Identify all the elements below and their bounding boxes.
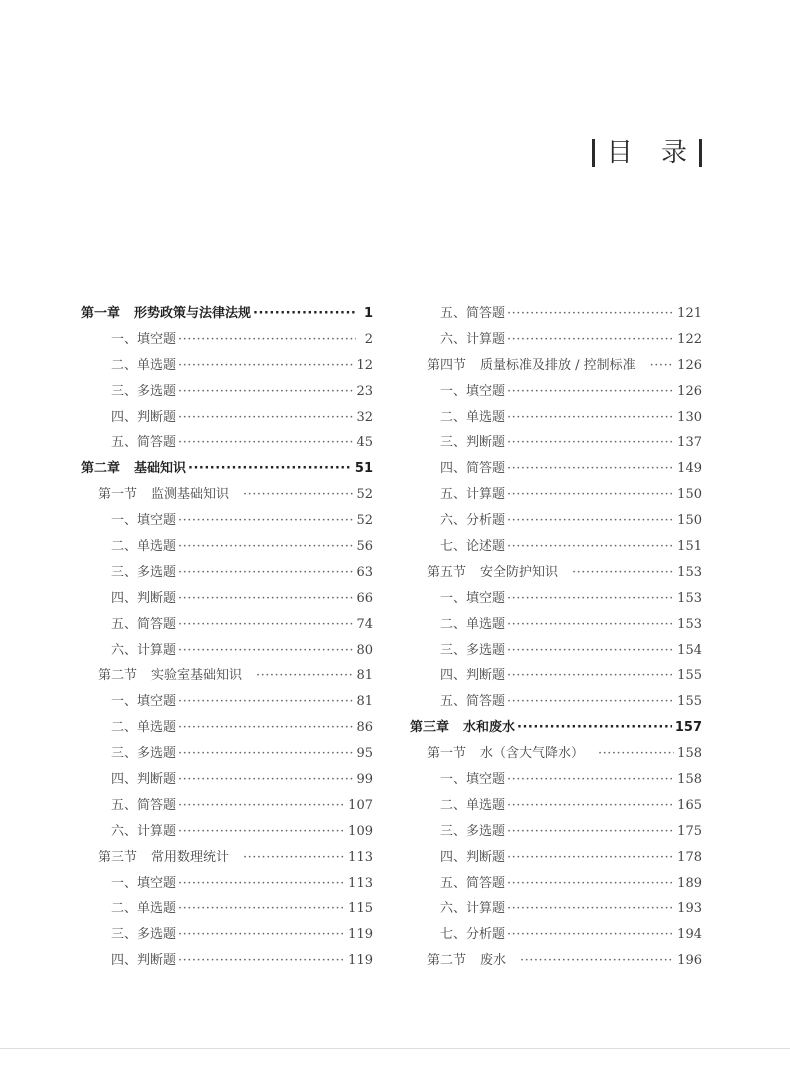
toc-entry-title: 二、单选题 bbox=[111, 901, 177, 917]
toc-page-number: 126 bbox=[677, 383, 702, 399]
toc-entry-title: 常用数理统计 bbox=[151, 849, 230, 865]
toc-entry-title: 三、判断题 bbox=[440, 435, 506, 451]
toc-leader-dots bbox=[507, 435, 674, 450]
toc-entry-label bbox=[111, 768, 176, 787]
toc-entry-title: 七、论述题 bbox=[440, 539, 506, 555]
toc-entry-label bbox=[440, 897, 505, 916]
toc-chapter-entry[interactable] bbox=[81, 457, 373, 483]
toc-page-number: 153 bbox=[677, 590, 702, 606]
toc-item-entry[interactable] bbox=[81, 380, 373, 406]
toc-entry-label bbox=[111, 509, 176, 528]
toc-page-number: 113 bbox=[348, 875, 373, 891]
toc-item-entry[interactable] bbox=[410, 483, 702, 509]
toc-entry-label bbox=[427, 354, 636, 373]
toc-leader-dots bbox=[178, 358, 353, 373]
toc-entry-title: 三、多选题 bbox=[111, 564, 177, 580]
toc-entry-title: 三、多选题 bbox=[111, 746, 177, 762]
toc-entry-title: 一、填空题 bbox=[111, 694, 177, 710]
toc-page-number: 66 bbox=[356, 590, 373, 606]
toc-leader-dots bbox=[507, 306, 674, 321]
toc-page-number: 189 bbox=[677, 875, 702, 891]
toc-page-number: 113 bbox=[348, 849, 373, 865]
toc-leader-dots bbox=[507, 487, 674, 502]
title-bar-right bbox=[699, 139, 702, 167]
toc-item-entry[interactable] bbox=[410, 457, 702, 483]
toc-page-number: 155 bbox=[677, 694, 702, 710]
toc-entry-title: 二、单选题 bbox=[111, 720, 177, 736]
toc-leader-dots bbox=[178, 565, 353, 580]
toc-page-number: 153 bbox=[677, 564, 702, 580]
toc-item-entry[interactable] bbox=[410, 897, 702, 923]
toc-leader-dots bbox=[507, 643, 674, 658]
toc-leader-dots bbox=[178, 643, 353, 658]
toc-page-number: 63 bbox=[356, 564, 373, 580]
toc-page-number: 175 bbox=[677, 823, 702, 839]
toc-leader-dots bbox=[243, 850, 345, 865]
toc-leader-dots bbox=[507, 461, 674, 476]
toc-entry-title: 四、判断题 bbox=[111, 590, 177, 606]
toc-item-entry[interactable] bbox=[410, 613, 702, 639]
toc-item-entry[interactable] bbox=[81, 613, 373, 639]
toc-page-number: 149 bbox=[677, 461, 702, 477]
toc-page-number: 154 bbox=[677, 642, 702, 658]
toc-section-entry[interactable] bbox=[410, 949, 702, 975]
toc-leader-dots bbox=[507, 617, 674, 632]
toc-item-entry[interactable] bbox=[410, 509, 702, 535]
toc-leader-dots bbox=[507, 798, 674, 813]
toc-entry-title: 七、分析题 bbox=[440, 927, 506, 943]
toc-leader-dots bbox=[178, 901, 345, 916]
toc-entry-label bbox=[111, 690, 176, 709]
toc-entry-label bbox=[111, 587, 176, 606]
toc-page-number: 137 bbox=[677, 435, 702, 451]
toc-entry-label bbox=[440, 846, 505, 865]
toc-entry-title: 水（含大气降水） bbox=[480, 746, 585, 762]
toc-entry-label bbox=[98, 846, 229, 865]
toc-entry-label bbox=[98, 483, 229, 502]
toc-page-number: 126 bbox=[677, 357, 702, 373]
toc-entry-title: 一、填空题 bbox=[111, 331, 177, 347]
toc-page-number: 121 bbox=[677, 306, 702, 321]
toc-section-entry[interactable] bbox=[81, 664, 373, 690]
toc-entry-label bbox=[111, 897, 176, 916]
toc-item-entry[interactable] bbox=[81, 509, 373, 535]
toc-entry-label bbox=[440, 639, 505, 658]
toc-entry-title: 安全防护知识 bbox=[480, 564, 559, 580]
toc-leader-dots bbox=[243, 487, 353, 502]
toc-item-entry[interactable] bbox=[410, 535, 702, 561]
toc-leader-dots bbox=[507, 591, 674, 606]
toc-item-entry[interactable] bbox=[81, 794, 373, 820]
toc-entry-title: 六、分析题 bbox=[440, 513, 506, 529]
toc-right-column bbox=[410, 302, 702, 975]
toc-entry-label bbox=[440, 794, 505, 813]
toc-page-number: 194 bbox=[677, 927, 702, 943]
toc-entry-title: 四、判断题 bbox=[440, 849, 506, 865]
toc-leader-dots bbox=[507, 901, 674, 916]
toc-entry-label bbox=[440, 457, 505, 476]
toc-leader-dots bbox=[178, 410, 353, 425]
toc-page-number: 51 bbox=[354, 461, 373, 477]
toc-leader-dots bbox=[178, 617, 353, 632]
toc-entry-title: 二、单选题 bbox=[111, 539, 177, 555]
toc-entry-number: 第一节 bbox=[98, 487, 138, 503]
toc-entry-label bbox=[81, 457, 186, 476]
toc-page-number: 32 bbox=[356, 409, 373, 425]
toc-leader-dots bbox=[507, 332, 674, 347]
toc-entry-label bbox=[111, 561, 176, 580]
toc-entry-label bbox=[440, 302, 505, 321]
toc-entry-number: 第一节 bbox=[427, 746, 467, 762]
toc-item-entry[interactable] bbox=[81, 768, 373, 794]
toc-entry-label bbox=[440, 690, 505, 709]
toc-leader-dots bbox=[572, 565, 674, 580]
toc-entry-title: 一、填空题 bbox=[440, 383, 506, 399]
toc-page-number: 150 bbox=[677, 487, 702, 503]
toc-entry-title: 二、单选题 bbox=[111, 357, 177, 373]
toc-leader-dots bbox=[188, 461, 352, 476]
toc-page-number: 158 bbox=[677, 746, 702, 762]
toc-entry-number: 第四节 bbox=[427, 357, 467, 373]
toc-page-number: 155 bbox=[677, 668, 702, 684]
toc-entry-title: 形势政策与法律法规 bbox=[134, 306, 252, 321]
toc-item-entry[interactable] bbox=[81, 897, 373, 923]
toc-item-entry[interactable] bbox=[410, 380, 702, 406]
toc-page-number: 109 bbox=[348, 823, 373, 839]
toc-leader-dots bbox=[507, 384, 674, 399]
toc-item-entry[interactable] bbox=[81, 949, 373, 975]
toc-item-entry[interactable] bbox=[81, 639, 373, 665]
toc-leader-dots bbox=[517, 720, 672, 735]
toc-page-number: 81 bbox=[356, 668, 373, 684]
toc-page-number: 56 bbox=[356, 539, 373, 555]
toc-leader-dots bbox=[598, 746, 674, 761]
toc-leader-dots bbox=[520, 953, 674, 968]
toc-item-entry[interactable] bbox=[410, 302, 702, 328]
toc-entry-title: 六、计算题 bbox=[440, 901, 506, 917]
toc-item-entry[interactable] bbox=[81, 923, 373, 949]
toc-leader-dots bbox=[507, 694, 674, 709]
toc-page-number: 150 bbox=[677, 513, 702, 529]
toc-entry-title: 五、简答题 bbox=[111, 797, 177, 813]
toc-leader-dots bbox=[178, 384, 353, 399]
toc-leader-dots bbox=[178, 591, 353, 606]
toc-entry-number: 第二节 bbox=[427, 953, 467, 969]
toc-leader-dots bbox=[507, 668, 674, 683]
toc-section-entry[interactable] bbox=[410, 354, 702, 380]
toc-page-number: 115 bbox=[348, 901, 373, 917]
toc-entry-title: 四、判断题 bbox=[111, 409, 177, 425]
toc-page-number: 130 bbox=[677, 409, 702, 425]
toc-entry-label bbox=[440, 587, 505, 606]
toc-leader-dots bbox=[178, 435, 353, 450]
toc-entry-label bbox=[410, 716, 515, 735]
toc-leader-dots bbox=[650, 358, 675, 373]
toc-chapter-entry[interactable] bbox=[410, 716, 702, 742]
toc-item-entry[interactable] bbox=[81, 587, 373, 613]
toc-entry-label bbox=[111, 923, 176, 942]
toc-leader-dots bbox=[507, 513, 674, 528]
toc-leader-dots bbox=[507, 410, 674, 425]
toc-entry-title: 三、多选题 bbox=[111, 383, 177, 399]
toc-page-number: 196 bbox=[677, 953, 702, 969]
toc-page-number: 52 bbox=[356, 513, 373, 529]
toc-entry-label bbox=[111, 406, 176, 425]
toc-leader-dots bbox=[178, 927, 345, 942]
toc-item-entry[interactable] bbox=[410, 328, 702, 354]
toc-entry-label bbox=[440, 923, 505, 942]
toc-entry-label bbox=[111, 354, 176, 373]
toc-entry-title: 三、多选题 bbox=[111, 927, 177, 943]
toc-left-column bbox=[81, 302, 373, 975]
toc-page-number: 2 bbox=[364, 331, 373, 347]
toc-entry-label bbox=[440, 664, 505, 683]
toc-entry-number: 第三节 bbox=[98, 849, 138, 865]
toc-entry-title: 一、填空题 bbox=[440, 772, 506, 788]
toc-entry-title: 监测基础知识 bbox=[151, 487, 230, 503]
toc-page-number: 95 bbox=[356, 746, 373, 762]
toc-entry-label bbox=[111, 716, 176, 735]
toc-entry-title: 四、判断题 bbox=[111, 953, 177, 969]
toc-page-number: 1 bbox=[363, 306, 373, 321]
toc-page-number: 80 bbox=[356, 642, 373, 658]
toc-entry-title: 五、计算题 bbox=[440, 487, 506, 503]
toc-entry-label bbox=[111, 949, 176, 968]
toc-item-entry[interactable] bbox=[81, 690, 373, 716]
toc-entry-label bbox=[111, 742, 176, 761]
toc-entry-label bbox=[427, 949, 506, 968]
toc-leader-dots bbox=[507, 876, 674, 891]
toc-entry-label bbox=[440, 328, 505, 347]
toc-entry-label bbox=[440, 613, 505, 632]
toc-page-number: 23 bbox=[356, 383, 373, 399]
toc-leader-dots bbox=[178, 798, 345, 813]
toc-entry-label bbox=[427, 561, 558, 580]
toc-entry-label bbox=[111, 794, 176, 813]
toc-entry-title: 五、简答题 bbox=[440, 306, 506, 321]
toc-entry-label bbox=[440, 768, 505, 787]
toc-entry-title: 五、简答题 bbox=[440, 694, 506, 710]
toc-entry-label bbox=[111, 872, 176, 891]
toc-entry-title: 一、填空题 bbox=[111, 513, 177, 529]
toc-entry-label bbox=[81, 302, 251, 321]
toc-item-entry[interactable] bbox=[81, 535, 373, 561]
toc-page-number: 12 bbox=[356, 357, 373, 373]
toc-item-entry[interactable] bbox=[410, 872, 702, 898]
toc-item-entry[interactable] bbox=[81, 561, 373, 587]
toc-leader-dots bbox=[507, 539, 674, 554]
toc-entry-label bbox=[440, 380, 505, 399]
toc-entry-label bbox=[111, 639, 176, 658]
toc-page-number: 178 bbox=[677, 849, 702, 865]
toc-item-entry[interactable] bbox=[81, 716, 373, 742]
toc-leader-dots bbox=[507, 850, 674, 865]
toc-page-number: 151 bbox=[677, 539, 702, 555]
toc-item-entry[interactable] bbox=[81, 328, 373, 354]
toc-entry-label bbox=[440, 509, 505, 528]
toc-page-number: 157 bbox=[674, 720, 702, 736]
toc-leader-dots bbox=[507, 927, 674, 942]
toc-page-number: 74 bbox=[356, 616, 373, 632]
toc-entry-title: 水和废水 bbox=[463, 720, 516, 736]
toc-entry-title: 六、计算题 bbox=[111, 642, 177, 658]
toc-item-entry[interactable] bbox=[410, 587, 702, 613]
toc-entry-label bbox=[427, 742, 584, 761]
toc-entry-label bbox=[440, 483, 505, 502]
toc-entry-number: 第五节 bbox=[427, 564, 467, 580]
toc-entry-label bbox=[98, 664, 242, 683]
title-bar-left bbox=[592, 139, 595, 167]
toc-entry-label bbox=[111, 613, 176, 632]
page-title-text: 目 录 bbox=[606, 138, 697, 168]
toc-item-entry[interactable] bbox=[81, 742, 373, 768]
toc-entry-title: 二、单选题 bbox=[440, 797, 506, 813]
toc-page-number: 153 bbox=[677, 616, 702, 632]
toc-page-number: 99 bbox=[356, 772, 373, 788]
toc-entry-label bbox=[440, 820, 505, 839]
toc-section-entry[interactable] bbox=[410, 742, 702, 768]
toc-entry-title: 三、多选题 bbox=[440, 823, 506, 839]
toc-leader-dots bbox=[178, 539, 353, 554]
toc-item-entry[interactable] bbox=[410, 690, 702, 716]
toc-page-number: 81 bbox=[356, 694, 373, 710]
toc-page-number: 193 bbox=[677, 901, 702, 917]
toc-leader-dots bbox=[253, 306, 356, 321]
toc-entry-label bbox=[440, 872, 505, 891]
toc-item-entry[interactable] bbox=[81, 354, 373, 380]
toc-entry-label bbox=[440, 431, 505, 450]
toc-leader-dots bbox=[507, 772, 674, 787]
toc-entry-title: 二、单选题 bbox=[440, 616, 506, 632]
page-title bbox=[592, 136, 702, 170]
toc-leader-dots bbox=[178, 513, 353, 528]
toc-entry-label bbox=[111, 535, 176, 554]
toc-entry-title: 基础知识 bbox=[134, 461, 187, 477]
toc-entry-number: 第二章 bbox=[81, 461, 121, 477]
toc-leader-dots bbox=[178, 953, 345, 968]
toc-item-entry[interactable] bbox=[410, 431, 702, 457]
toc-page-number: 52 bbox=[356, 487, 373, 503]
toc-leader-dots bbox=[178, 876, 345, 891]
toc-page-number: 122 bbox=[677, 331, 702, 347]
toc-chapter-entry[interactable] bbox=[81, 302, 373, 328]
toc-item-entry[interactable] bbox=[81, 431, 373, 457]
toc-leader-dots bbox=[178, 772, 353, 787]
toc-entry-label bbox=[111, 431, 176, 450]
toc-page-number: 45 bbox=[356, 435, 373, 451]
toc-entry-label bbox=[111, 820, 176, 839]
toc-leader-dots bbox=[178, 824, 345, 839]
toc-entry-label bbox=[440, 535, 505, 554]
toc-leader-dots bbox=[178, 332, 356, 347]
toc-item-entry[interactable] bbox=[410, 846, 702, 872]
toc-entry-title: 二、单选题 bbox=[440, 409, 506, 425]
toc-page-number: 158 bbox=[677, 772, 702, 788]
toc-leader-dots bbox=[256, 668, 353, 683]
toc-entry-title: 五、简答题 bbox=[111, 435, 177, 451]
toc-page-number: 119 bbox=[348, 953, 373, 969]
toc-item-entry[interactable] bbox=[410, 664, 702, 690]
toc-entry-number: 第二节 bbox=[98, 668, 138, 684]
toc-item-entry[interactable] bbox=[410, 794, 702, 820]
toc-entry-title: 废水 bbox=[480, 953, 507, 969]
toc-page-number: 165 bbox=[677, 797, 702, 813]
toc-item-entry[interactable] bbox=[81, 872, 373, 898]
toc-entry-number: 第三章 bbox=[410, 720, 450, 736]
toc-leader-dots bbox=[178, 694, 353, 709]
toc-section-entry[interactable] bbox=[410, 561, 702, 587]
toc-entry-number: 第一章 bbox=[81, 306, 121, 321]
toc-entry-label bbox=[111, 328, 176, 347]
toc-item-entry[interactable] bbox=[81, 406, 373, 432]
toc-item-entry[interactable] bbox=[410, 923, 702, 949]
toc-entry-title: 实验室基础知识 bbox=[151, 668, 243, 684]
toc-leader-dots bbox=[507, 824, 674, 839]
toc-entry-title: 五、简答题 bbox=[440, 875, 506, 891]
toc-entry-title: 六、计算题 bbox=[111, 823, 177, 839]
toc-page-number: 107 bbox=[348, 797, 373, 813]
footer-divider bbox=[0, 1048, 790, 1049]
toc-entry-label bbox=[111, 380, 176, 399]
toc-entry-title: 五、简答题 bbox=[111, 616, 177, 632]
toc-entry-label bbox=[440, 406, 505, 425]
toc-item-entry[interactable] bbox=[410, 768, 702, 794]
toc-page-number: 119 bbox=[348, 927, 373, 943]
toc-leader-dots bbox=[178, 746, 353, 761]
toc-leader-dots bbox=[178, 720, 353, 735]
toc-entry-title: 三、多选题 bbox=[440, 642, 506, 658]
toc-item-entry[interactable] bbox=[410, 820, 702, 846]
toc-entry-title: 四、判断题 bbox=[440, 668, 506, 684]
toc-entry-title: 四、判断题 bbox=[111, 772, 177, 788]
toc-section-entry[interactable] bbox=[81, 846, 373, 872]
toc-item-entry[interactable] bbox=[81, 820, 373, 846]
toc-page-number: 86 bbox=[356, 720, 373, 736]
toc-section-entry[interactable] bbox=[81, 483, 373, 509]
toc-entry-title: 四、简答题 bbox=[440, 461, 506, 477]
toc-item-entry[interactable] bbox=[410, 406, 702, 432]
toc-entry-title: 一、填空题 bbox=[440, 590, 506, 606]
toc-entry-title: 一、填空题 bbox=[111, 875, 177, 891]
toc-entry-title: 六、计算题 bbox=[440, 331, 506, 347]
toc-item-entry[interactable] bbox=[410, 639, 702, 665]
toc-entry-title: 质量标准及排放 / 控制标准 bbox=[480, 357, 636, 373]
